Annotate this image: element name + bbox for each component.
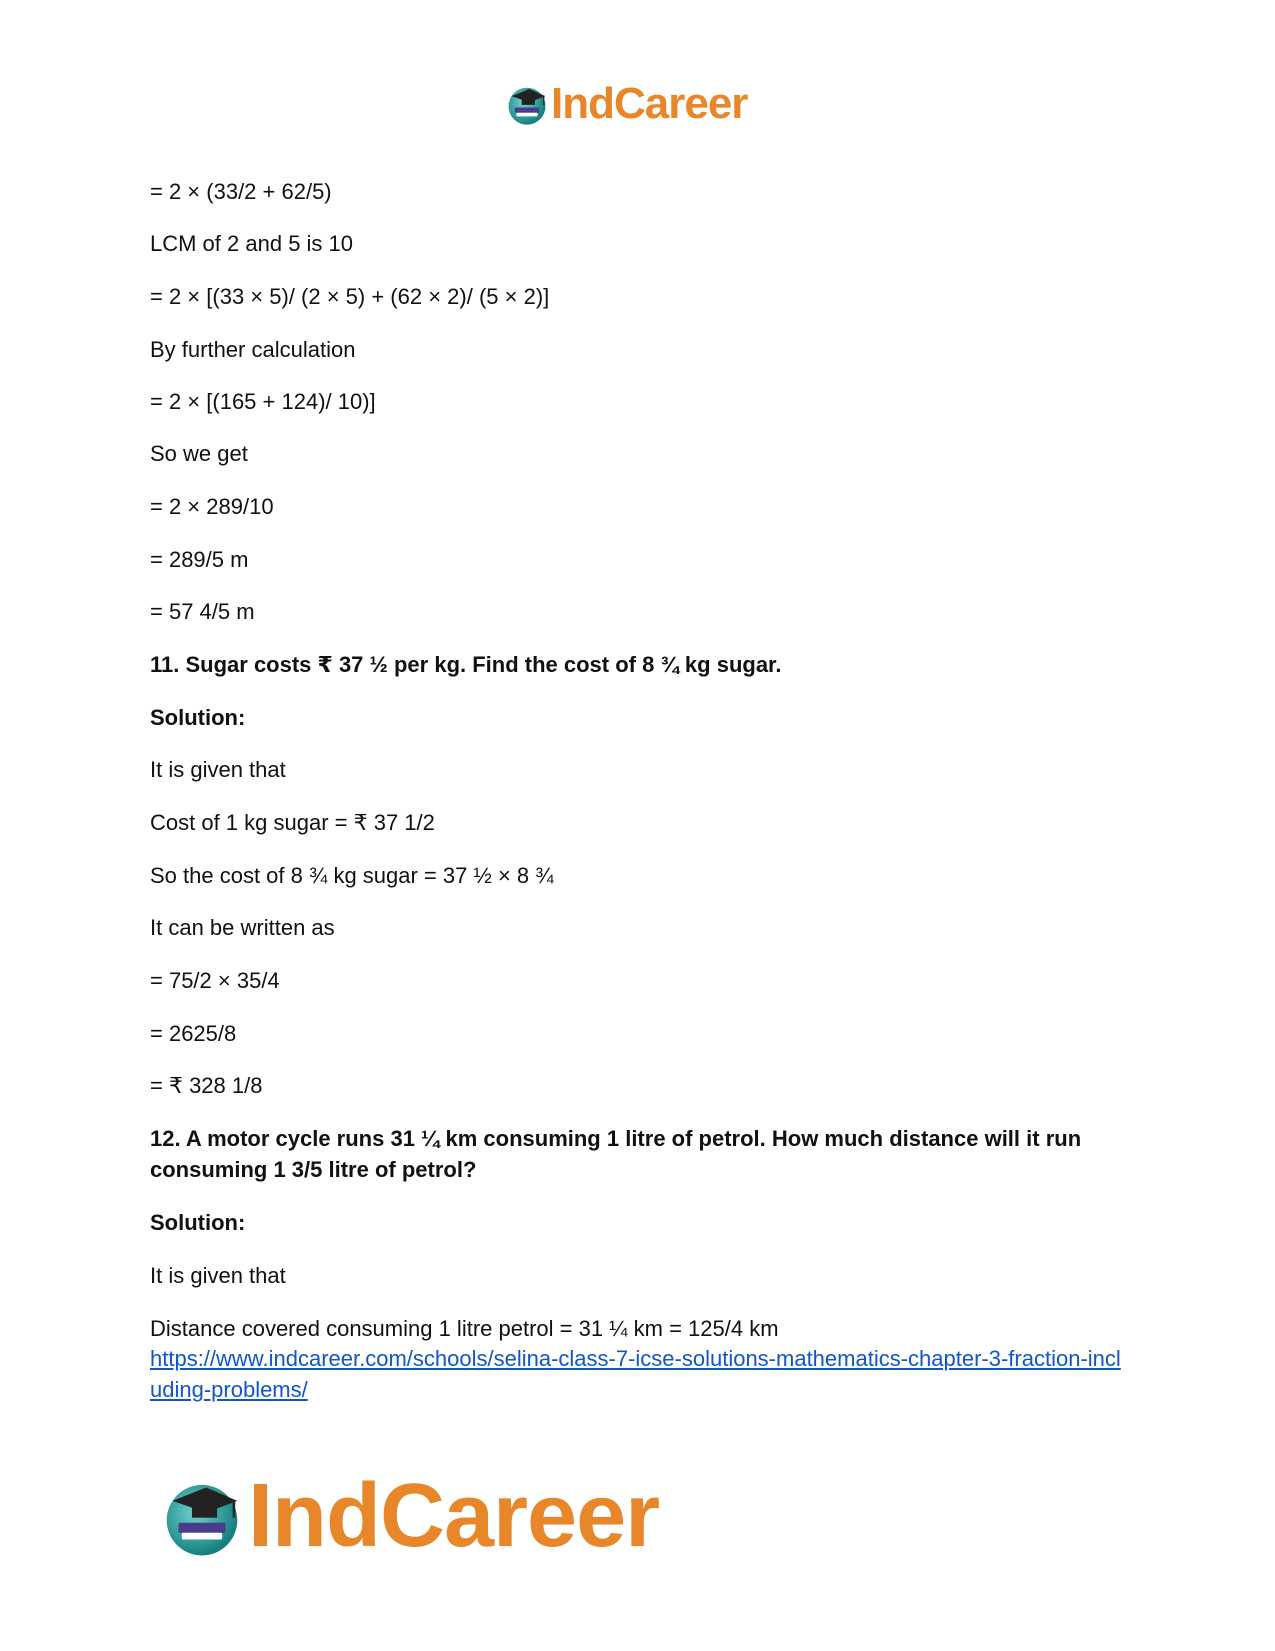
- solution-label: Solution:: [150, 1210, 246, 1235]
- text-line: = 75/2 × 35/4: [150, 968, 280, 993]
- text-line: So we get: [150, 441, 248, 466]
- footer-logo-text: IndCareer: [248, 1466, 660, 1566]
- text-line: It is given that: [150, 757, 286, 782]
- text-line: = 57 4/5 m: [150, 599, 255, 624]
- footer-logo: [160, 1468, 659, 1564]
- text-line: = 289/5 m: [150, 547, 249, 572]
- text-line: It is given that: [150, 1263, 286, 1288]
- text-line: Cost of 1 kg sugar = ₹ 37 1/2: [150, 810, 435, 835]
- question-heading: 11. Sugar costs ₹ 37 ½ per kg. Find the cost of 8 ¾ kg sugar.: [150, 652, 782, 677]
- text-line: = 2 × 289/10: [150, 494, 274, 519]
- header-logo: [505, 80, 747, 128]
- text-line: So the cost of 8 ¾ kg sugar = 37 ½ × 8 ¾: [150, 863, 554, 888]
- footer-source-link[interactable]: https://www.indcareer.com/schools/selina-class-7-icse-solutions-mathematics-chapter-3-fraction-including-problems/: [150, 1346, 1121, 1402]
- text-line: = 2 × [(33 × 5)/ (2 × 5) + (62 × 2)/ (5 × 2)]: [150, 284, 550, 309]
- header-logo-text: IndCareer: [551, 79, 748, 128]
- question-heading: 12. A motor cycle runs 31 ¼ km consuming 1 litre of petrol. How much distance will it run consuming 1 3/5 litre of petrol?: [150, 1126, 1082, 1182]
- text-line: By further calculation: [150, 337, 356, 362]
- text-line: LCM of 2 and 5 is 10: [150, 231, 354, 256]
- solution-label: Solution:: [150, 705, 246, 730]
- text-line: = 2625/8: [150, 1021, 237, 1046]
- graduation-cap-globe-icon: [160, 1474, 244, 1558]
- text-line: = 2 × [(165 + 124)/ 10)]: [150, 389, 376, 414]
- text-line: = ₹ 328 1/8: [150, 1073, 263, 1098]
- graduation-cap-globe-icon: [505, 82, 549, 126]
- text-line: It can be written as: [150, 915, 335, 940]
- text-line: = 2 × (33/2 + 62/5): [150, 179, 332, 204]
- text-line: Distance covered consuming 1 litre petrol = 31 ¼ km = 125/4 km: [150, 1316, 779, 1341]
